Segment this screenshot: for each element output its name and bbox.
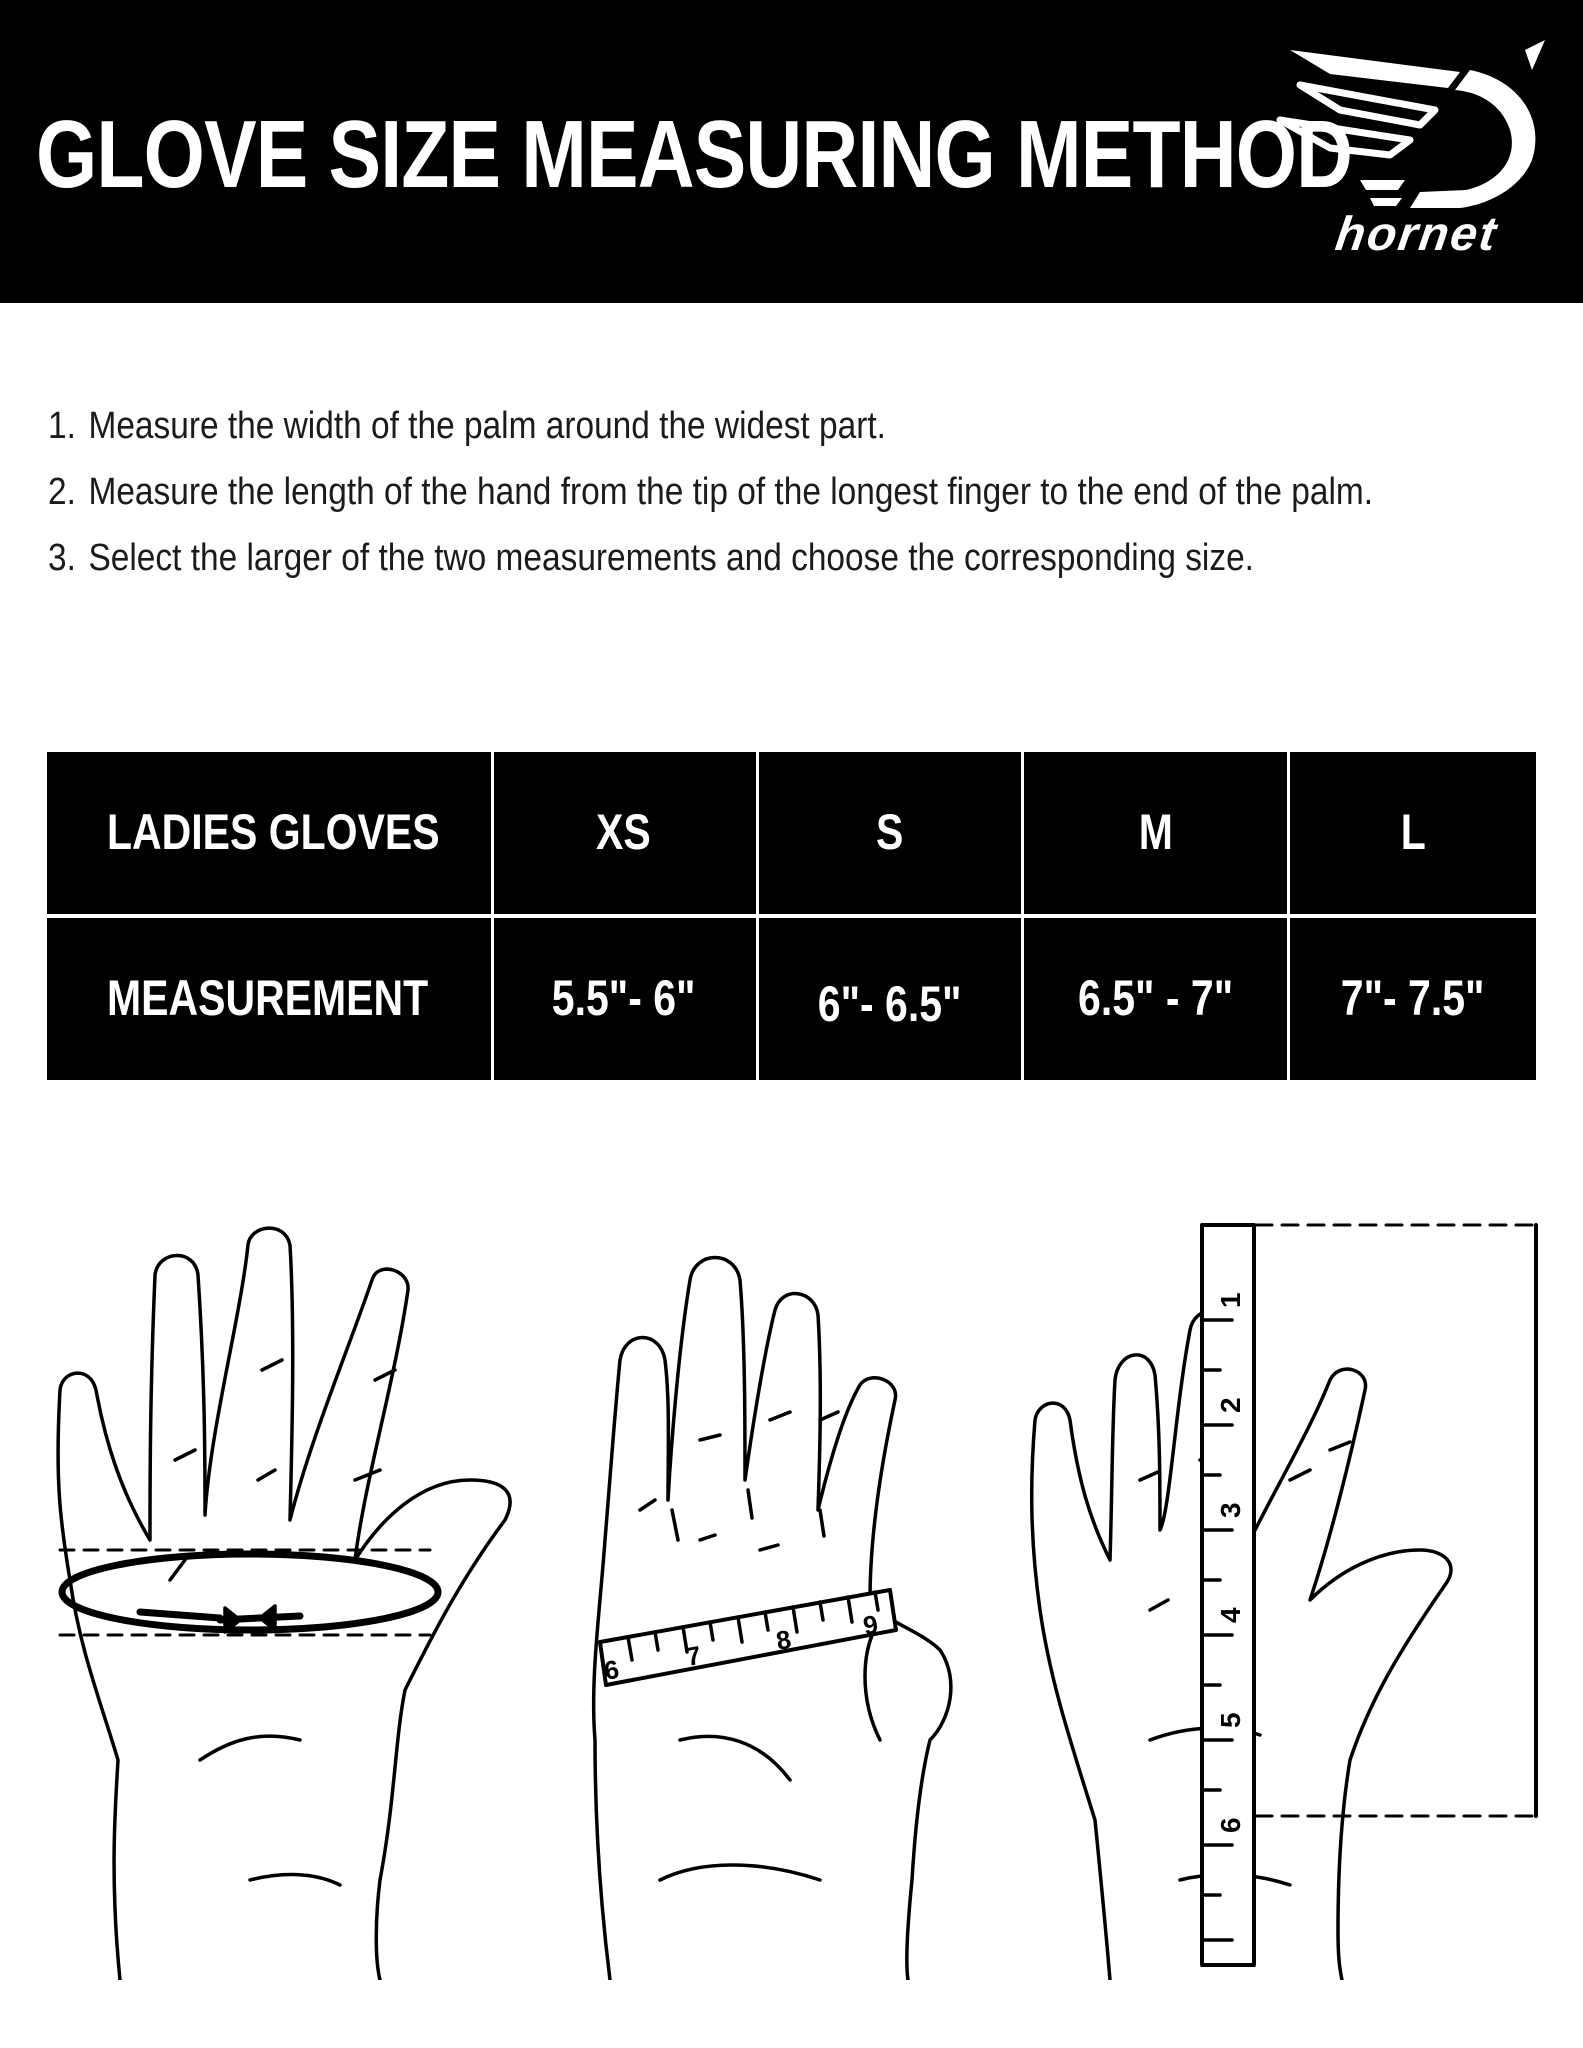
instruction-item	[48, 397, 1500, 455]
measurement-xs: 5.5"- 6"	[551, 970, 696, 1026]
instruction-item	[48, 463, 1500, 521]
tape-mark: 8	[773, 1623, 794, 1656]
tape-mark: 9	[860, 1608, 881, 1641]
instruction-text: Select the larger of the two measurements and choose the corresponding size.	[88, 537, 1254, 579]
tape-mark: 6	[601, 1653, 622, 1686]
page-title: GLOVE SIZE MEASURING METHOD	[36, 101, 1353, 208]
instruction-number: 1.	[48, 405, 76, 447]
measurement-s: 6"- 6.5"	[817, 976, 962, 1032]
illustrations-canvas	[0, 1180, 1583, 1980]
measuring-illustrations	[0, 1180, 1583, 1980]
instruction-item	[48, 529, 1500, 587]
size-l: L	[1400, 804, 1426, 860]
hand-length-ruler-icon	[1032, 1225, 1536, 1980]
wrist-tape-hand-icon	[594, 1258, 951, 1981]
header-banner	[0, 0, 1583, 303]
ruler-mark: 2	[1215, 1397, 1246, 1413]
table-divider	[47, 914, 1536, 918]
hornet-wordmark: hornet	[1332, 208, 1502, 261]
instructions-list	[48, 397, 1528, 595]
ruler-mark: 4	[1215, 1607, 1246, 1623]
size-table	[47, 752, 1536, 1080]
size-s: S	[875, 804, 904, 860]
row-label-measurement: MEASUREMENT	[107, 970, 429, 1026]
palm-width-hand-icon	[58, 1228, 510, 1980]
measurement-l: 7"- 7.5"	[1341, 970, 1485, 1026]
instruction-text: Measure the width of the palm around the widest part.	[88, 405, 886, 447]
measurement-m: 6.5" - 7"	[1077, 970, 1234, 1026]
size-xs: XS	[596, 804, 651, 860]
size-m: M	[1138, 804, 1173, 860]
instruction-text: Measure the length of the hand from the tip of the longest finger to the end of the palm.	[88, 471, 1374, 513]
tape-mark: 7	[683, 1639, 704, 1672]
instruction-number: 2.	[48, 471, 76, 513]
ruler-mark: 5	[1215, 1712, 1246, 1728]
ruler-mark: 3	[1215, 1502, 1246, 1518]
ruler-mark: 1	[1215, 1292, 1246, 1308]
row-label-ladies-gloves: LADIES GLOVES	[107, 804, 440, 860]
instruction-number: 3.	[48, 537, 76, 579]
ruler-mark: 6	[1215, 1817, 1246, 1833]
